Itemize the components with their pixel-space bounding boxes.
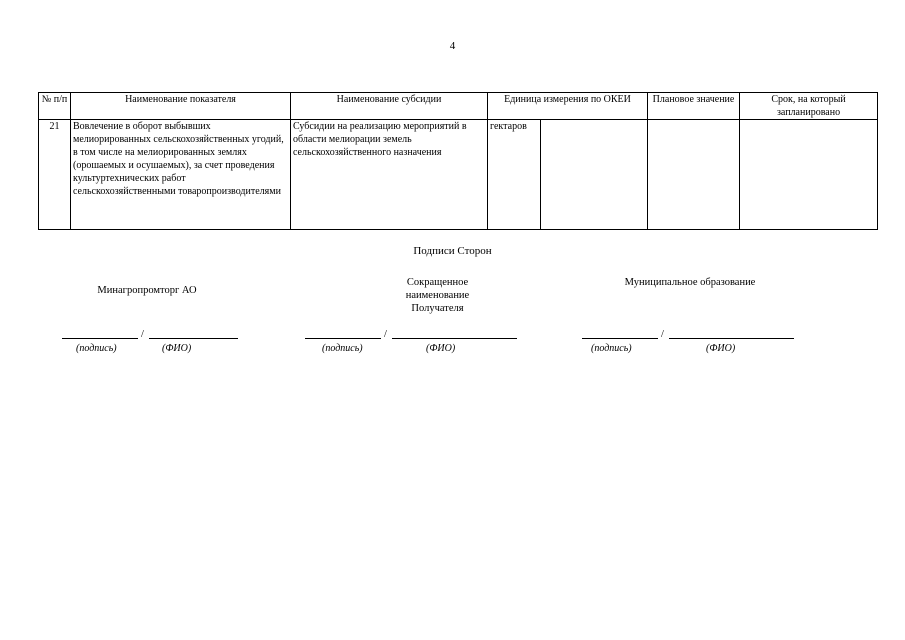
page-number: 4 — [449, 40, 456, 52]
cell-unit-code — [541, 120, 648, 230]
table-row — [39, 120, 878, 230]
signature-separator: / — [661, 329, 664, 340]
caption-fio: (ФИО) — [706, 343, 736, 354]
signature-separator: / — [384, 329, 387, 340]
caption-fio: (ФИО) — [426, 343, 456, 354]
cell-term — [740, 120, 878, 230]
cell-num: 21 — [39, 120, 71, 230]
header-subsidy: Наименование субсидии — [291, 93, 488, 120]
signature-separator: / — [141, 329, 144, 340]
signature-line-recipient — [305, 328, 517, 341]
party-ministry: Минагропромторг АО — [97, 285, 197, 296]
caption-signature: (подпись) — [322, 343, 363, 354]
cell-unit-name: гектаров — [488, 120, 541, 230]
header-term: Срок, на который запланировано — [740, 93, 878, 120]
header-indicator: Наименование показателя — [71, 93, 291, 120]
header-num: № п/п — [39, 93, 71, 120]
table-header-row — [39, 93, 878, 120]
header-plan-value: Плановое значение — [648, 93, 740, 120]
party-municipality: Муниципальное образование — [624, 277, 756, 288]
caption-signature: (подпись) — [591, 343, 632, 354]
indicators-table — [38, 92, 878, 230]
signature-line-municipality — [582, 328, 794, 341]
party-recipient: Сокращенное наименование Получателя — [405, 277, 470, 314]
caption-signature: (подпись) — [76, 343, 117, 354]
cell-plan-value — [648, 120, 740, 230]
cell-subsidy: Субсидии на реализацию мероприятий в области мелиорации земель сельскохозяйственного назначения — [291, 120, 488, 230]
header-unit: Единица измерения по ОКЕИ — [488, 93, 648, 120]
caption-fio: (ФИО) — [162, 343, 192, 354]
signature-line-ministry — [62, 328, 238, 341]
cell-indicator: Вовлечение в оборот выбывших мелиорированных сельскохозяйственных угодий, в том числе на мелиорированных землях (орошаемых и осушаемых), за счет проведения культуртехнических работ сельскохозяйственными товаропроизводителями — [71, 120, 291, 230]
signatures-title: Подписи Сторон — [413, 245, 492, 257]
